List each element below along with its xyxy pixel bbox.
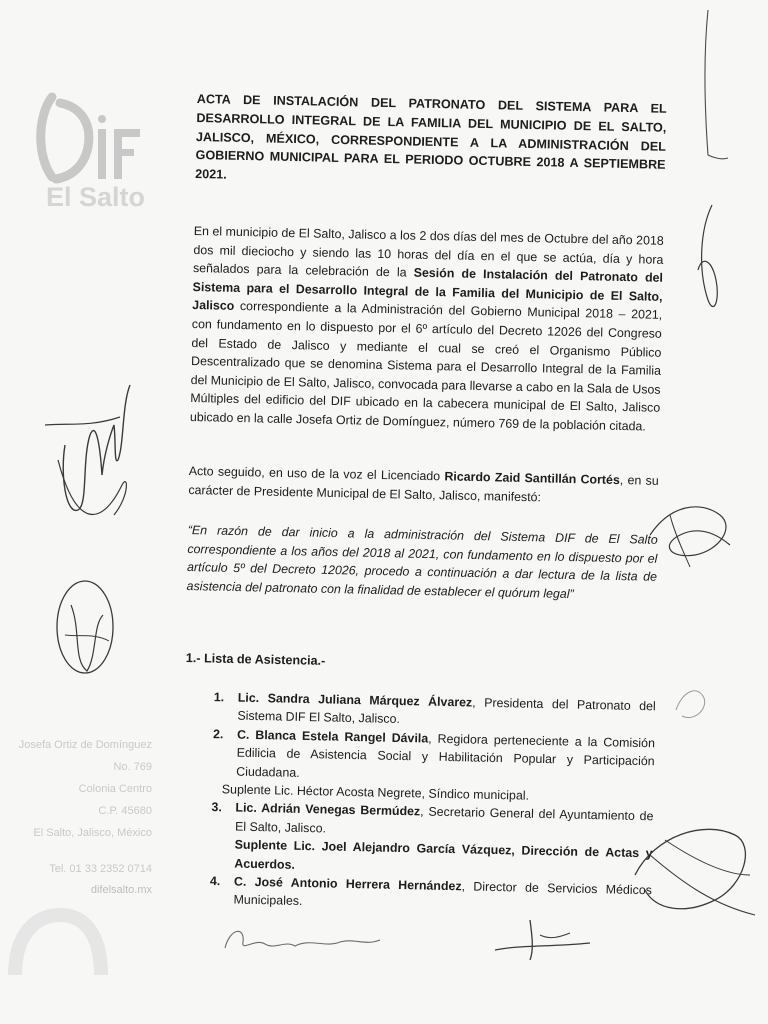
signature-right-2 — [640, 495, 740, 575]
attendee-name: Lic. Sandra Juliana Márquez Álvarez — [237, 690, 473, 710]
speaker-name: Ricardo Zaid Santillán Cortés — [444, 469, 620, 488]
substitute-text: Suplente Lic. Joel Alejandro García Vázquez, Dirección de Actas y Acuerdos. — [234, 837, 653, 872]
attendee-role: , Regidora perteneciente a la Comisión Edilicia de Asistencia Social y Habilitación Popular y Participación Ciudadana. — [236, 731, 656, 780]
signature-right-3 — [668, 680, 713, 730]
paragraph-text: correspondiente a la Administración del Gobierno Municipal 2018 – 2021, con fundamento en lo dispuesto por el 6º artículo del Decreto 12026 del Congreso del Estado de Jalisco y mediante el cual se creó el Organismo Público Descentralizado que se denomina Sistema para el Desarrollo Integral de la Familia del Municipio de El Salto, Jalisco, convocada para llevarse a cabo en la Sala de Usos Múltiples del edificio del DIF ubicado en la cabecera municipal de El Salto, Jalisco ubicado en la calle Josefa Ortiz de Domínguez, número 769 de la población citada. — [189, 299, 663, 434]
item-number: 1. — [213, 690, 225, 705]
logo-text: El Salto — [46, 182, 146, 212]
sidebar-address — [10, 734, 152, 880]
address-line: Tel. 01 33 2352 0714 — [49, 863, 152, 875]
item-number: 2. — [212, 726, 224, 742]
item-number: 4. — [209, 874, 221, 889]
attendance-list — [205, 688, 656, 918]
signature-bottom-1 — [215, 918, 385, 958]
document-title: ACTA DE INSTALACIÓN DEL PATRONATO DEL SISTEMA PARA EL DESARROLLO INTEGRAL DE LA FAMILIA DEL MUNICIPIO DE EL SALTO, JALISCO, MÉXICO, CORRESPONDIENTE A LA ADMINISTRACIÓN DEL GOBIERNO MUNICIPAL PARA EL PERIODO OCTUBRE 2018 A SEPTIEMBRE 2021. — [195, 91, 667, 182]
signature-left-1 — [30, 365, 140, 530]
speaker-paragraph — [188, 462, 659, 509]
signature-bottom-2 — [490, 915, 600, 965]
attendee-name: C. Blanca Estela Rangel Dávila — [236, 727, 429, 746]
opening-paragraph — [190, 222, 664, 436]
section-heading: 1.- Lista de Asistencia.- — [185, 651, 326, 668]
watermark-mark — [5, 905, 115, 980]
substitute-text: Suplente Lic. Héctor Acosta Negrete, Síndico municipal. — [221, 782, 530, 803]
paragraph-text: , en su carácter de Presidente Municipal de El Salto, Jalisco, manifestó: — [188, 473, 659, 504]
edge-mark — [700, 10, 730, 160]
paragraph-text: En el municipio de El Salto, Jalisco a los 2 dos días del mes de Octubre del año 2018 dos mil dieciocho y siendo las 10 horas del día en el que se actúa, día y hora señalados para la celebración de la — [192, 223, 664, 280]
attendee-name: Lic. Adrián Venegas Bermúdez — [235, 800, 421, 819]
signature-left-2 — [45, 575, 125, 685]
address-line: El Salto, Jalisco, México — [33, 827, 152, 839]
address-line: Josefa Ortiz de Domínguez — [18, 739, 152, 751]
paragraph-text: Acto seguido, en uso de la voz el Licenciado — [188, 463, 445, 484]
signature-right-4 — [625, 815, 765, 925]
attendee-role: , Director de Servicios Médicos Municipales. — [233, 879, 653, 909]
address-line: No. 769 — [113, 761, 152, 773]
quoted-statement: “En razón de dar inicio a la administración del Sistema DIF de El Salto correspondiente a los años del 2018 al 2021, con fundamento en lo dispuesto por el artículo 5º del Decreto 12026, procedo a continuación a dar lectura de la lista de asistencia del patronato con la finalidad de establecer el quórum legal” — [186, 522, 658, 601]
address-line: Colonia Centro — [78, 783, 152, 795]
attendee-role: , Presidenta del Patronato del Sistema DIF El Salto, Jalisco. — [237, 695, 656, 727]
sidebar-website: difelsalto.mx — [90, 884, 152, 896]
address-line: C.P. 45680 — [98, 805, 152, 817]
attendee-role: , Secretario General del Ayuntamiento de El Salto, Jalisco. — [234, 804, 654, 836]
list-item — [208, 725, 655, 790]
session-name: Sesión de Instalación del Patronato del Sistema para el Desarrollo Integral de la Familia del Municipio de El Salto, Jalisco — [192, 265, 664, 314]
attendee-name: C. José Antonio Herrera Hernández — [233, 874, 462, 894]
signature-right-1 — [690, 200, 730, 320]
item-number: 3. — [211, 800, 222, 815]
